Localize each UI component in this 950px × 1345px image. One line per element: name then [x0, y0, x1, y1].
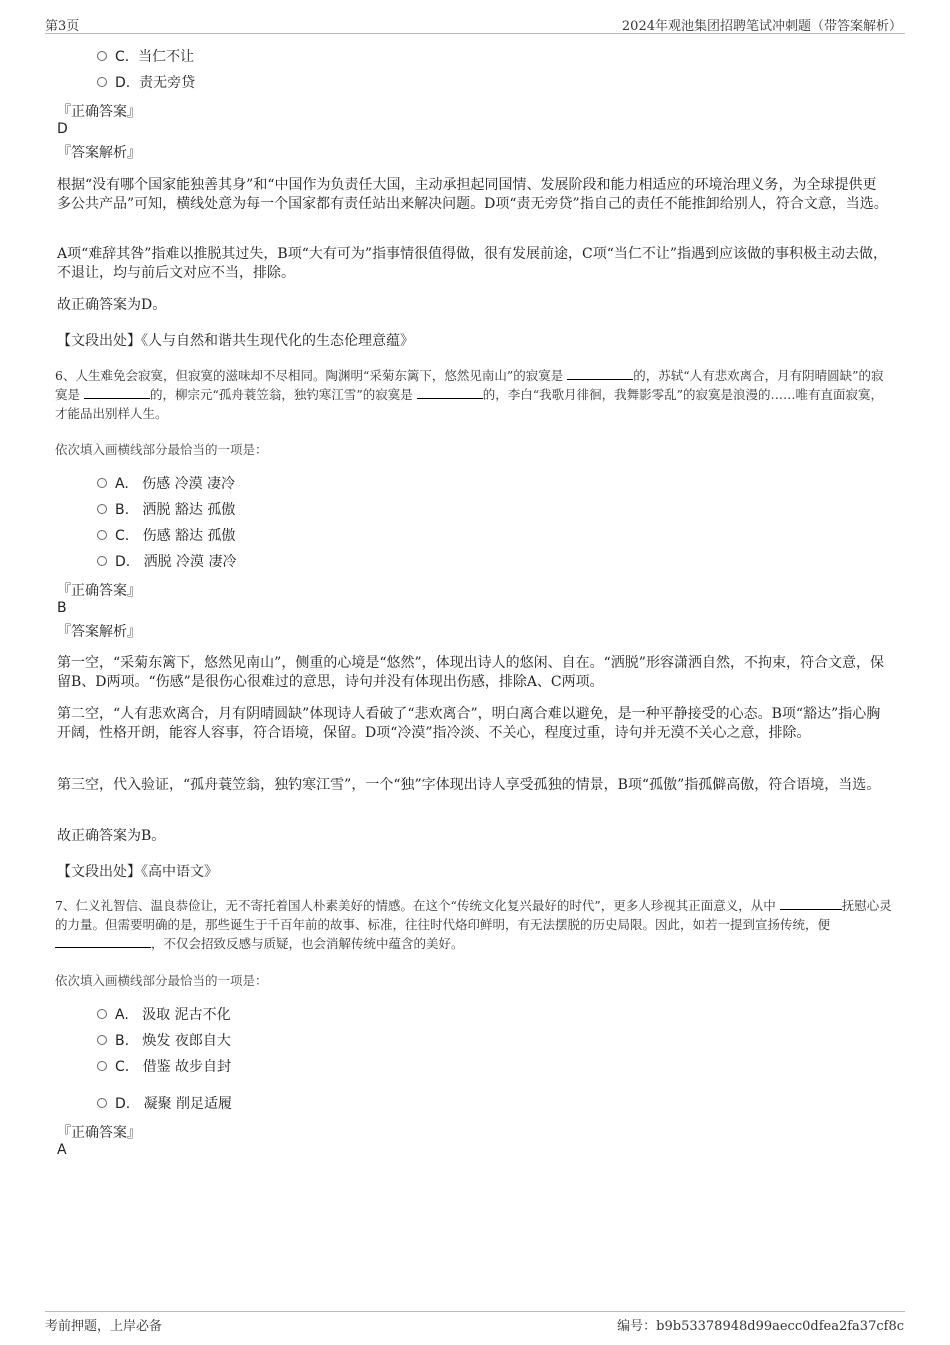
q7-answer: A — [57, 1142, 67, 1158]
q5-option-c[interactable]: C. 当仁不让 — [97, 47, 194, 67]
q6-option-a[interactable]: A. 伤感 冷漠 凄冷 — [97, 474, 235, 494]
radio-icon[interactable] — [97, 1035, 107, 1045]
header-rule — [45, 33, 905, 34]
document-title: 2024年观池集团招聘笔试冲刺题（带答案解析） — [621, 19, 902, 34]
radio-icon[interactable] — [97, 51, 107, 61]
footer-slogan: 考前押题，上岸必备 — [45, 1319, 163, 1334]
source-title: 《高中语文》 — [141, 864, 218, 880]
radio-icon[interactable] — [97, 478, 107, 488]
q7-option-b[interactable]: B. 焕发 夜郎自大 — [97, 1031, 231, 1051]
page-number: 第3页 — [45, 19, 80, 34]
source-label: 【文段出处】 — [57, 864, 141, 880]
q6-prompt: 依次填入画横线部分最恰当的一项是： — [55, 442, 268, 457]
q6-option-d[interactable]: D. 洒脱 冷漠 凄冷 — [97, 552, 237, 572]
q6-option-c[interactable]: C. 伤感 豁达 孤傲 — [97, 526, 236, 546]
q7-option-a[interactable]: A. 汲取 泥古不化 — [97, 1005, 231, 1025]
footer-rule — [45, 1311, 905, 1312]
radio-icon[interactable] — [97, 1009, 107, 1019]
radio-icon[interactable] — [97, 1061, 107, 1071]
q5-answer: D — [57, 121, 68, 137]
source-title: 《人与自然和谐共生现代化的生态伦理意蕴》 — [141, 333, 414, 349]
q5-option-d[interactable]: D. 责无旁贷 — [97, 73, 195, 93]
q6-analysis-p2: 第二空，“人有悲欢离合，月有阴晴圆缺”体现诗人看破了“悲欢离合”，明白离合难以避免，是一种平静接受的心态。B项“豁达”指心胸开阔，性格开朗，能容人容事，符合语境，保留。D项“冷漠”指冷淡、不关心，程度过重，诗句并无漠不关心之意，排除。 — [57, 706, 881, 741]
blank-1[interactable] — [567, 367, 633, 380]
radio-icon[interactable] — [97, 530, 107, 540]
q5-analysis-p3: 故正确答案为D。 — [57, 297, 167, 313]
q6-question-text: 6、人生难免会寂寞，但寂寞的滋味却不尽相同。陶渊明“采菊东篱下，悠然见南山”的寂寞是 的，苏轼“人有悲欢离合，月有阴晴圆缺”的寂寞是 的，柳宗元“孤舟蓑笠翁，独钓寒江雪”的寂寞是 的，李白“我歌月徘徊，我舞影零乱”的寂寞是浪漫的……唯有直面寂寞，才能品出别样人生。 — [55, 368, 884, 421]
q5-analysis-p1: 根据“没有哪个国家能独善其身”和“中国作为负责任大国，主动承担起同国情、发展阶段和能力相适应的环境治理义务，为全球提供更多公共产品”可知，横线处意为每一个国家都有责任站出来解决问题。D项“责无旁贷”指自己的责任不能推卸给别人，符合文意，当选。 — [57, 177, 888, 212]
source-label: 【文段出处】 — [57, 333, 141, 349]
radio-icon[interactable] — [97, 504, 107, 514]
radio-icon[interactable] — [97, 1098, 107, 1108]
q5-analysis-p2: A项“难辞其咎”指难以推脱其过失，B项“大有可为”指事情很值得做，很有发展前途，C项“当仁不让”指遇到应该做的事积极主动去做，不退让，均与前后文对应不当，排除。 — [57, 246, 888, 281]
q5-answer-label: 『正确答案』 — [57, 104, 141, 120]
footer-id: 编号：b9b53378948d99aecc0dfea2fa37cf8c — [617, 1319, 904, 1334]
q6-analysis-label: 『答案解析』 — [57, 624, 141, 640]
q6-answer: B — [57, 600, 67, 616]
q6-analysis-p1: 第一空，“采菊东篱下，悠然见南山”，侧重的心境是“悠然”，体现出诗人的悠闲、自在。“洒脱”形容潇洒自然，不拘束，符合文意，保留B、D两项。“伤感”是很伤心很难过的意思，诗句并没有体现出伤感，排除A、C两项。 — [57, 655, 884, 690]
q5-analysis-label: 『答案解析』 — [57, 145, 141, 161]
blank-3[interactable] — [417, 386, 483, 399]
q7-answer-label: 『正确答案』 — [57, 1125, 141, 1141]
q6-source — [57, 861, 218, 881]
radio-icon[interactable] — [97, 77, 107, 87]
q6-answer-label: 『正确答案』 — [57, 583, 141, 599]
q7-option-d[interactable]: D. 凝聚 削足适履 — [97, 1094, 232, 1114]
q7-question-text: 7、仁义礼智信、温良恭俭让，无不寄托着国人朴素美好的情感。在这个“传统文化复兴最好的时代”，更多人珍视其正面意义，从中 抚慰心灵的力量。但需要明确的是，那些诞生于千百年前的故事、标准，往往时代烙印鲜明，有无法摆脱的历史局限。因此，如若一提到宣扬传统，便 ，不仅会招致反感与质疑，也会消解传统中蕴含的美好。 — [55, 898, 892, 951]
q5-source — [57, 330, 414, 350]
q7-prompt: 依次填入画横线部分最恰当的一项是： — [55, 973, 268, 988]
q6-option-b[interactable]: B. 洒脱 豁达 孤傲 — [97, 500, 235, 520]
q7-option-c[interactable]: C. 借鉴 故步自封 — [97, 1057, 231, 1077]
blank-1[interactable] — [780, 897, 842, 910]
blank-2[interactable] — [84, 386, 150, 399]
blank-2[interactable] — [55, 935, 151, 948]
radio-icon[interactable] — [97, 556, 107, 566]
q6-analysis-p3: 第三空，代入验证，“孤舟蓑笠翁，独钓寒江雪”，一个“独”字体现出诗人享受孤独的情景，B项“孤傲”指孤僻高傲，符合语境，当选。 — [57, 777, 881, 793]
q6-analysis-p4: 故正确答案为B。 — [57, 828, 166, 844]
